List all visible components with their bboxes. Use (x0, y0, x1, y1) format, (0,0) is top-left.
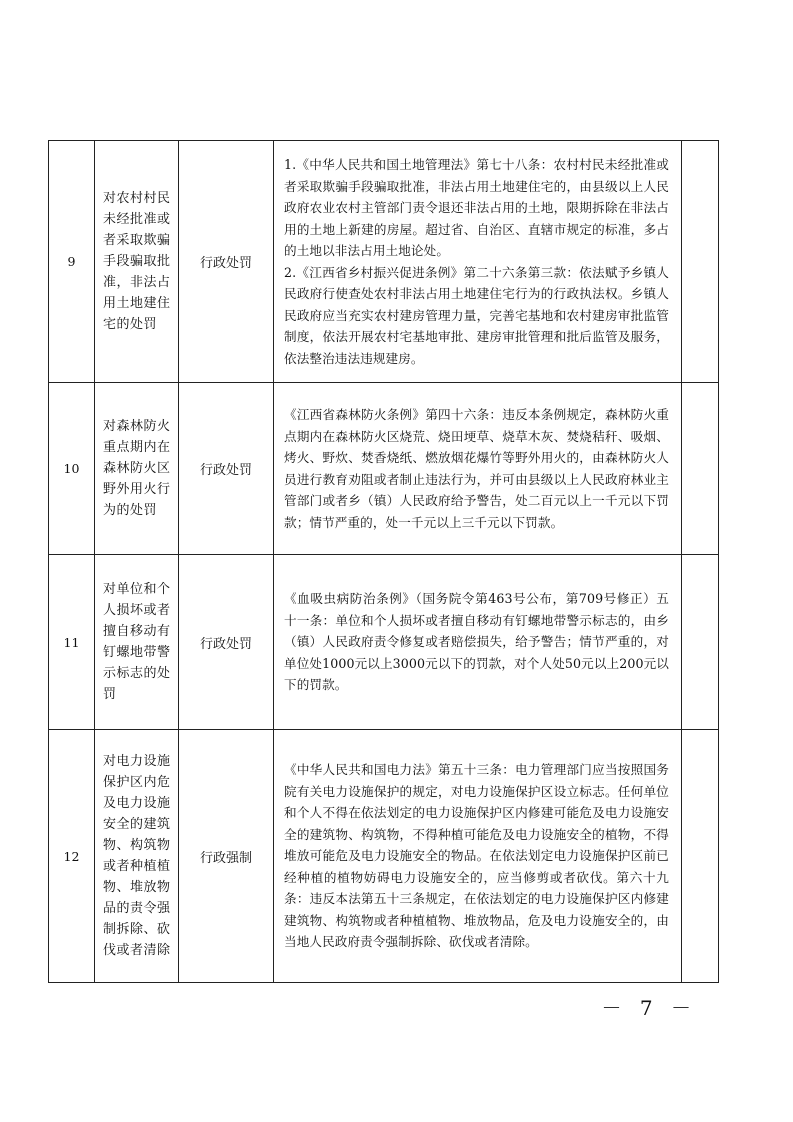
basis-paragraph: 1.《中华人民共和国土地管理法》第七十八条：农村村民未经批准或者采取欺骗手段骗取批准，非法占用土地建住宅的，由县级以上人民政府农业农村主管部门责令退还非法占用的土地，限期拆除在非法占用的土地上新建的房屋。超过省、自治区、直辖市规定的标准，多占的土地以非法占用土地论处。 (284, 157, 669, 258)
item-name: 对单位和个人损坏或者擅自移动有钉螺地带警示标志的处罚 (95, 555, 179, 730)
legal-basis (274, 383, 682, 555)
power-type: 行政处罚 (179, 383, 274, 555)
power-type: 行政处罚 (179, 555, 274, 730)
legal-basis (274, 555, 682, 730)
row-number: 12 (49, 730, 95, 983)
table-row (49, 141, 719, 383)
basis-paragraph: 《中华人民共和国电力法》第五十三条：电力管理部门应当按照国务院有关电力设施保护的规定，对电力设施保护区设立标志。任何单位和个人不得在依法划定的电力设施保护区内修建可能危及电力设施安全的建筑物、构筑物，不得种植可能危及电力设施安全的植物，不得堆放可能危及电力设施安全的物品。在依法划定电力设施保护区前已经种植的植物妨碍电力设施安全的，应当修剪或者砍伐。第六十九条：违反本法第五十三条规定，在依法划定的电力设施保护区内修建建筑物、构筑物或者种植植物、堆放物品，危及电力设施安全的，由当地人民政府责令强制拆除、砍伐或者清除。 (284, 762, 669, 950)
regulation-table (48, 140, 719, 983)
row-number: 11 (49, 555, 95, 730)
table-row (49, 383, 719, 555)
remarks-cell (682, 383, 719, 555)
row-number: 10 (49, 383, 95, 555)
power-type: 行政处罚 (179, 141, 274, 383)
item-name: 对森林防火重点期内在森林防火区野外用火行为的处罚 (95, 383, 179, 555)
legal-basis (274, 141, 682, 383)
table-row (49, 730, 719, 983)
power-type: 行政强制 (179, 730, 274, 983)
basis-paragraph: 《血吸虫病防治条例》（国务院令第463号公布，第709号修正）五十一条：单位和个人损坏或者擅自移动有钉螺地带警示标志的，由乡（镇）人民政府责令修复或者赔偿损失，给予警告；情节严重的，对单位处1000元以上3000元以下的罚款，对个人处50元以上200元以下的罚款。 (284, 591, 669, 693)
legal-basis (274, 730, 682, 983)
page-number: － 7 － (601, 996, 697, 1020)
remarks-cell (682, 141, 719, 383)
item-name: 对农村村民未经批准或者采取欺骗手段骗取批准，非法占用土地建住宅的处罚 (95, 141, 179, 383)
basis-paragraph: 2.《江西省乡村振兴促进条例》第二十六条第三款：依法赋予乡镇人民政府行使查处农村非法占用土地建住宅行为的行政执法权。乡镇人民政府应当充实农村建房管理力量，完善宅基地和农村建房审批监管制度，依法开展农村宅基地审批、建房审批管理和批后监管及服务，依法整治违法违规建房。 (284, 264, 669, 366)
table-row (49, 555, 719, 730)
item-name: 对电力设施保护区内危及电力设施安全的建筑物、构筑物或者种植植物、堆放物品的责令强制拆除、砍伐或者清除 (95, 730, 179, 983)
remarks-cell (682, 730, 719, 983)
remarks-cell (682, 555, 719, 730)
basis-paragraph: 《江西省森林防火条例》第四十六条：违反本条例规定，森林防火重点期内在森林防火区烧荒、烧田埂草、烧草木灰、焚烧秸秆、吸烟、烤火、野炊、焚香烧纸、燃放烟花爆竹等野外用火的，由森林防火人员进行教育劝阻或者制止违法行为，并可由县级以上人民政府林业主管部门或者乡（镇）人民政府给予警告，处二百元以上一千元以下罚款；情节严重的，处一千元以上三千元以下罚款。 (284, 407, 669, 530)
row-number: 9 (49, 141, 95, 383)
